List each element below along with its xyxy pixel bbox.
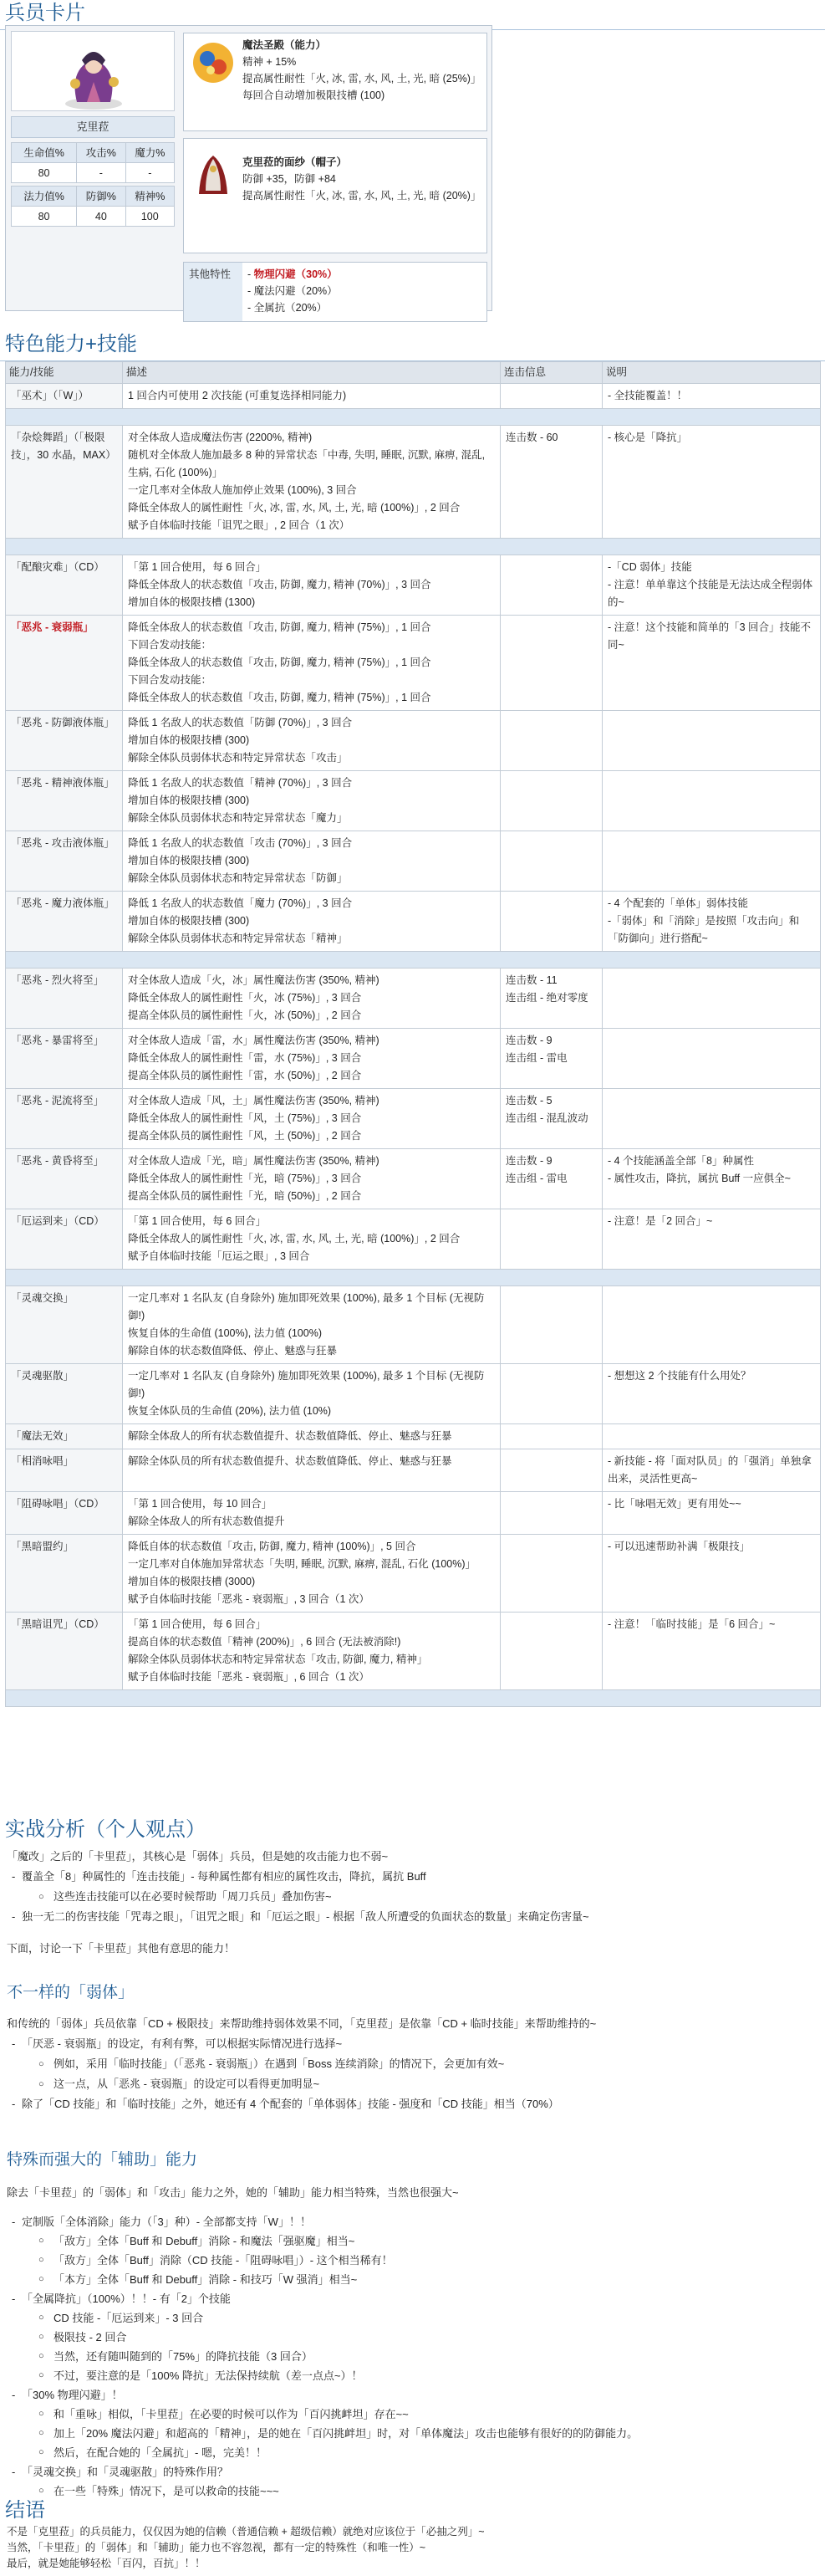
skill-desc-cell xyxy=(123,1535,501,1613)
skill-desc-cell-line: 下回合发动技能： xyxy=(128,639,212,651)
skill-desc-cell-line: 对全体敌人造成「雷，水」属性魔法伤害 (350%, 精神) xyxy=(128,1035,379,1046)
skill-note-cell xyxy=(603,1613,821,1690)
skill-desc-cell xyxy=(123,831,501,892)
table-row xyxy=(6,771,821,831)
skill-note-cell xyxy=(603,384,821,409)
skill-desc-cell-line: 恢复全体队员的生命值 (20%), 法力值 (10%) xyxy=(128,1405,332,1417)
skill-desc-cell xyxy=(123,711,501,771)
skill-combo-cell-line: 连击组 - 混乱波动 xyxy=(506,1112,588,1124)
equipment-hat xyxy=(183,138,487,253)
skill-name-cell xyxy=(6,1364,123,1424)
skill-combo-cell xyxy=(501,711,603,771)
stat-value: - xyxy=(77,163,125,183)
skill-desc-cell-line: 对全体敌人造成「光，暗」属性魔法伤害 (350%, 精神) xyxy=(128,1155,379,1167)
skill-note-cell-line: - 注意！是「2 回合」~ xyxy=(608,1215,713,1227)
skill-desc-cell-line: 解除全体敌人的所有状态数值提升 xyxy=(128,1515,285,1527)
stats-table-2 xyxy=(11,186,175,227)
skill-desc-cell-line: 对全体敌人造成「风，土」属性魔法伤害 (350%, 精神) xyxy=(128,1095,379,1107)
skill-note-cell xyxy=(603,711,821,771)
column-header: 连击信息 xyxy=(501,362,603,384)
skill-name-cell xyxy=(6,1089,123,1149)
skill-desc-cell-line: 提高全体队员的属性耐性「风，土 (50%)」, 2 回合 xyxy=(128,1130,362,1142)
stats-table-1 xyxy=(11,142,175,183)
sub-bullet: ○ CD 技能 -「厄运到来」- 3 回合 xyxy=(7,2308,817,2328)
skill-name-cell-text: 「魔法无效」 xyxy=(11,1430,74,1442)
skill-desc-cell xyxy=(123,969,501,1029)
skill-desc-cell-line: 降低全体敌人的属性耐性「风，土 (75%)」, 3 回合 xyxy=(128,1112,362,1124)
skill-note-cell-line: -「弱体」和「消除」是按照「攻击向」和「防御向」进行搭配~ xyxy=(608,915,800,944)
table-row xyxy=(6,1535,821,1613)
skill-desc-cell-line: 降低全体敌人的状态数值「攻击, 防御, 魔力, 精神 (70%)」, 3 回合 xyxy=(128,579,431,590)
skill-note-cell xyxy=(603,831,821,892)
skill-note-cell xyxy=(603,1029,821,1089)
spacer-cell xyxy=(6,539,821,555)
skill-note-cell xyxy=(603,969,821,1029)
table-row xyxy=(6,1449,821,1492)
table-row xyxy=(6,384,821,409)
sub-bullet: ○ 「敌方」全体「Buff 和 Debuff」消除 - 和魔法「强驱魔」相当~ xyxy=(7,2231,817,2251)
weak-body xyxy=(7,2014,817,2114)
skill-desc-cell xyxy=(123,1286,501,1364)
skill-name-cell-text: 「恶兆 - 魔力液体瓶」 xyxy=(11,897,115,909)
skill-desc-cell-line: 解除全体队员的所有状态数值提升、状态数值降低、停止、魅惑与狂暴 xyxy=(128,1455,452,1467)
skill-desc-cell-line: 解除全体队员弱体状态和特定异常状态「攻击」 xyxy=(128,752,348,764)
skill-name-cell xyxy=(6,771,123,831)
skill-name-cell-text: 「恶兆 - 精神液体瓶」 xyxy=(11,777,115,789)
skill-desc-cell-line: 解除全体队员弱体状态和特定异常状态「精神」 xyxy=(128,933,348,944)
skill-note-cell xyxy=(603,1286,821,1364)
table-row xyxy=(6,1286,821,1364)
skill-combo-cell xyxy=(501,1449,603,1492)
skill-desc-cell xyxy=(123,1209,501,1270)
skill-desc-cell xyxy=(123,1364,501,1424)
table-row xyxy=(6,1029,821,1089)
table-row xyxy=(6,616,821,711)
skill-desc-cell-line: 增加自体的极限技槽 (3000) xyxy=(128,1576,256,1587)
skill-note-cell xyxy=(603,555,821,616)
table-row xyxy=(6,1613,821,1690)
sub-bullet: ○ 「敌方」全体「Buff」消除（CD 技能 -「阻碍咏唱」）- 这个相当稀有！ xyxy=(7,2251,817,2270)
column-header: 能力/技能 xyxy=(6,362,123,384)
skill-desc-cell-line: 降低 1 名敌人的状态数值「攻击 (70%)」, 3 回合 xyxy=(128,837,353,849)
skill-desc-cell-line: 「第 1 回合使用，每 6 回合」 xyxy=(128,561,267,573)
ability-icon xyxy=(191,40,236,85)
skill-note-cell xyxy=(603,1449,821,1492)
table-row xyxy=(6,711,821,771)
skill-desc-cell-line: 解除自体的状态数值降低、停止、魅惑与狂暴 xyxy=(128,1345,338,1357)
hat-icon xyxy=(191,152,236,197)
skill-name-cell xyxy=(6,969,123,1029)
skill-combo-cell xyxy=(501,384,603,409)
skill-desc-cell xyxy=(123,771,501,831)
skill-desc-cell xyxy=(123,1613,501,1690)
skill-name-cell-text: 「恶兆 - 烈火将至」 xyxy=(11,974,104,986)
spacer-cell xyxy=(6,1270,821,1286)
skill-name-cell-text: 「厄运到来」（CD） xyxy=(11,1215,104,1227)
skill-note-cell xyxy=(603,1209,821,1270)
table-row xyxy=(6,1364,821,1424)
support-title: 特殊而强大的「辅助」能力 xyxy=(7,2151,198,2169)
skill-combo-cell xyxy=(501,1364,603,1424)
table-spacer-row xyxy=(6,1690,821,1707)
skill-desc-cell-line: 增加自体的极限技槽 (300) xyxy=(128,795,250,806)
skill-combo-cell xyxy=(501,1029,603,1089)
skill-combo-cell-line: 连击数 - 60 xyxy=(506,432,558,443)
skill-desc-cell xyxy=(123,1149,501,1209)
table-row xyxy=(6,1209,821,1270)
skill-desc-cell-line: 「第 1 回合使用，每 6 回合」 xyxy=(128,1618,267,1630)
skill-desc-cell-line: 提高自体的状态数值「精神 (200%)」, 6 回合 (无法被消除!) xyxy=(128,1636,401,1648)
skill-name-cell xyxy=(6,1492,123,1535)
sub-bullet: ○ 加上「20% 魔法闪避」和超高的「精神」，是的她在「百闪挑衅坦」时，对「单体魔法」攻击也能够有很好的的防御能力。 xyxy=(7,2424,817,2443)
skill-note-cell xyxy=(603,771,821,831)
stat-header: 攻击% xyxy=(77,143,125,163)
stat-value: 40 xyxy=(77,207,125,227)
skill-note-cell-line: - 注意！这个技能和简单的「3 回合」技能不同~ xyxy=(608,621,812,651)
skill-name-cell-text: 「阻碍咏唱」（CD） xyxy=(11,1498,104,1510)
skill-note-cell-line: - 注意！「临时技能」是「6 回合」~ xyxy=(608,1618,776,1630)
skill-desc-cell xyxy=(123,1424,501,1449)
skill-combo-cell xyxy=(501,1149,603,1209)
skill-note-cell xyxy=(603,1424,821,1449)
skill-desc-cell xyxy=(123,384,501,409)
stat-header: 魔力% xyxy=(125,143,174,163)
skill-name-cell-text: 「杂烩舞蹈」（「极限技」，30 水晶，MAX） xyxy=(11,432,116,461)
support-body xyxy=(7,2183,817,2501)
skill-note-cell-line: - 4 个配套的「单体」弱体技能 xyxy=(608,897,749,909)
table-row xyxy=(6,969,821,1029)
skill-desc-cell-line: 增加自体的极限技槽 (1300) xyxy=(128,596,256,608)
skill-desc-cell-line: 提高全体队员的属性耐性「光，暗 (50%)」, 2 回合 xyxy=(128,1190,362,1202)
skill-name-cell xyxy=(6,1286,123,1364)
skill-desc-cell-line: 1 回合内可使用 2 次技能 (可重复选择相同能力) xyxy=(128,390,347,401)
skill-desc-cell-line: 降低全体敌人的属性耐性「火，冰 (75%)」, 3 回合 xyxy=(128,992,362,1004)
skill-desc-cell-line: 一定几率对 1 名队友 (自身除外) 施加即死效果 (100%), 最多 1 个目标 (无视防御!) xyxy=(128,1370,485,1399)
skill-name-cell xyxy=(6,892,123,952)
skill-desc-cell-line: 下回合发动技能： xyxy=(128,674,212,686)
skill-name-cell xyxy=(6,1449,123,1492)
skill-desc-cell-line: 赋予自体临时技能「恶兆 - 衰弱瓶」, 3 回合（1 次） xyxy=(128,1593,369,1605)
stat-header: 法力值% xyxy=(12,187,77,207)
paragraph: 下面，讨论一下「卡里菈」其他有意思的能力！ xyxy=(7,1942,236,1955)
skill-combo-cell xyxy=(501,1209,603,1270)
skill-combo-cell-line: 连击数 - 9 xyxy=(506,1035,553,1046)
skill-name-cell xyxy=(6,1029,123,1089)
bullet: - 覆盖全「8」种属性的「连击技能」- 每种属性都有相应的属性攻击，降抗，属抗 Buff xyxy=(7,1867,817,1887)
skill-name-cell-text: 「黑暗诅咒」（CD） xyxy=(11,1618,104,1630)
skill-desc-cell-line: 解除全体队员弱体状态和特定异常状态「魔力」 xyxy=(128,812,348,824)
skill-name-cell-text: 「恶兆 - 泥流将至」 xyxy=(11,1095,104,1107)
trait-item: - 魔法闪避（20%） xyxy=(247,285,338,297)
skill-desc-cell-line: 降低自体的状态数值「攻击, 防御, 魔力, 精神 (100%)」, 5 回合 xyxy=(128,1541,416,1552)
table-row xyxy=(6,555,821,616)
table-spacer-row xyxy=(6,409,821,426)
skill-desc-cell-line: 降低全体敌人的属性耐性「火, 冰, 雷, 水, 风, 土, 光, 暗 (100%)」, 2 回合 xyxy=(128,1233,461,1245)
skill-combo-cell-line: 连击数 - 9 xyxy=(506,1155,553,1167)
skill-name-cell-text: 「灵魂驱散」 xyxy=(11,1370,74,1382)
skill-name-cell xyxy=(6,1535,123,1613)
table-row xyxy=(6,892,821,952)
skill-name-cell xyxy=(6,1149,123,1209)
paragraph: 「魔改」之后的「卡里菈」，其核心是「弱体」兵员，但是她的攻击能力也不弱~ xyxy=(7,1850,389,1863)
skill-note-cell xyxy=(603,1492,821,1535)
paragraph: 最后，就是她能够轻松「百闪，百抗」！！ xyxy=(7,2558,206,2569)
table-row xyxy=(6,1492,821,1535)
skill-desc-cell-line: 增加自体的极限技槽 (300) xyxy=(128,734,250,746)
unit-card xyxy=(5,25,492,314)
equipment-name: 魔法圣殿（能力） xyxy=(242,39,327,51)
skill-desc-cell-line: 「第 1 回合使用，每 6 回合」 xyxy=(128,1215,267,1227)
weak-title: 不一样的「弱体」 xyxy=(7,1984,135,2001)
sub-bullet: ○ 在一些「特殊」情况下，是可以救命的技能~~~ xyxy=(7,2481,817,2501)
skill-combo-cell xyxy=(501,555,603,616)
unit-portrait xyxy=(11,31,175,111)
skill-name-cell xyxy=(6,1613,123,1690)
sub-bullet: ○ 这些连击技能可以在必要时候帮助「周刀兵员」叠加伤害~ xyxy=(7,1887,817,1907)
stat-value: - xyxy=(125,163,174,183)
trait-label: 其他特性 xyxy=(184,263,242,321)
skill-note-cell xyxy=(603,1149,821,1209)
skill-note-cell-line: - 可以迅速帮助补满「极限技」 xyxy=(608,1541,751,1552)
table-row xyxy=(6,1424,821,1449)
column-header: 说明 xyxy=(603,362,821,384)
skill-desc-cell-line: 解除全体队员弱体状态和特定异常状态「防御」 xyxy=(128,872,348,884)
table-row xyxy=(6,831,821,892)
skill-note-cell-line: - 注意！单单靠这个技能是无法达成全程弱体的~ xyxy=(608,579,813,608)
skill-desc-cell-line: 赋予自体临时技能「恶兆 - 衰弱瓶」, 6 回合（1 次） xyxy=(128,1671,369,1683)
skill-note-cell xyxy=(603,892,821,952)
skill-name-cell-text: 「黑暗盟约」 xyxy=(11,1541,74,1552)
skill-combo-cell xyxy=(501,1535,603,1613)
equipment-line: 防御 +35，防御 +84 xyxy=(242,173,336,185)
skill-name-cell-text: 「恶兆 - 黄昏将至」 xyxy=(11,1155,104,1167)
skill-desc-cell xyxy=(123,1029,501,1089)
skill-name-cell xyxy=(6,1209,123,1270)
skill-desc-cell-line: 提高全体队员的属性耐性「雷，水 (50%)」, 2 回合 xyxy=(128,1070,362,1081)
skill-desc-cell-line: 解除全体队员弱体状态和特定异常状态「攻击, 防御, 魔力, 精神」 xyxy=(128,1653,428,1665)
stat-header: 防御% xyxy=(77,187,125,207)
unit-name: 克里菈 xyxy=(11,116,175,138)
skill-desc-cell-line: 一定几率对 1 名队友 (自身除外) 施加即死效果 (100%), 最多 1 个目标 (无视防御!) xyxy=(128,1292,485,1321)
skill-desc-cell-line: 降低 1 名敌人的状态数值「防御 (70%)」, 3 回合 xyxy=(128,717,353,728)
equipment-line: 每回合自动增加极限技槽 (100) xyxy=(242,89,385,101)
skill-name-cell-text: 「恶兆 - 衰弱瓶」 xyxy=(11,621,94,633)
spacer-cell xyxy=(6,409,821,426)
skill-desc-cell-line: 降低全体敌人的状态数值「攻击, 防御, 魔力, 精神 (75%)」, 1 回合 xyxy=(128,621,431,633)
skill-desc-cell-line: 降低全体敌人的属性耐性「火, 冰, 雷, 水, 风, 土, 光, 暗 (100%)」, 2 回合 xyxy=(128,502,461,514)
sub-bullet: ○ 然后，在配合她的「全属抗」- 嗯，完美！！ xyxy=(7,2443,817,2462)
paragraph: 不是「克里菈」的兵员能力，仅仅因为她的信赖（普通信赖 + 超级信赖）就绝对应该位于「必抽之列」~ xyxy=(7,2526,485,2538)
bullet: - 「全属降抗」（100%）！！- 有「2」个技能 xyxy=(7,2289,817,2308)
skill-desc-cell-line: 提高全体队员的属性耐性「火，冰 (50%)」, 2 回合 xyxy=(128,1009,362,1021)
skill-desc-cell-line: 降低全体敌人的状态数值「攻击, 防御, 魔力, 精神 (75%)」, 1 回合 xyxy=(128,692,431,703)
sub-bullet: ○ 当然，还有随叫随到的「75%」的降抗技能（3 回合） xyxy=(7,2347,817,2366)
analysis-body xyxy=(7,1847,817,1959)
table-spacer-row xyxy=(6,539,821,555)
skill-note-cell-line: - 比「咏唱无效」更有用处~~ xyxy=(608,1498,741,1510)
skill-name-cell-text: 「恶兆 - 防御液体瓶」 xyxy=(11,717,115,728)
stat-value: 100 xyxy=(125,207,174,227)
skill-desc-cell xyxy=(123,1492,501,1535)
skill-desc-cell-line: 随机对全体敌人施加最多 8 种的异常状态「中毒, 失明, 睡眠, 沉默, 麻痹, 混乱, 生病, 石化 (100%)」 xyxy=(128,449,486,478)
stat-value: 80 xyxy=(12,207,77,227)
skill-note-cell xyxy=(603,1089,821,1149)
stat-header: 生命值% xyxy=(12,143,77,163)
skill-desc-cell-line: 恢复自体的生命值 (100%), 法力值 (100%) xyxy=(128,1327,322,1339)
equipment-line: 提高属性耐性「火, 冰, 雷, 水, 风, 土, 光, 暗 (20%)」 xyxy=(242,190,481,202)
trait-item: - 全属抗（20%） xyxy=(247,302,328,314)
skill-note-cell xyxy=(603,616,821,711)
equipment-ability xyxy=(183,33,487,131)
skill-combo-cell xyxy=(501,1089,603,1149)
skill-desc-cell-line: 赋予自体临时技能「诅咒之眼」, 2 回合（1 次） xyxy=(128,519,350,531)
skill-combo-cell xyxy=(501,892,603,952)
skill-desc-cell xyxy=(123,892,501,952)
bullet: - 除了「CD 技能」和「临时技能」之外，她还有 4 个配套的「单体弱体」技能 - 强度和「CD 技能」相当（70%） xyxy=(7,2094,817,2114)
skill-desc-cell-line: 赋予自体临时技能「厄运之眼」, 3 回合 xyxy=(128,1250,310,1262)
table-row xyxy=(6,426,821,539)
skill-desc-cell xyxy=(123,426,501,539)
stat-value: 80 xyxy=(12,163,77,183)
skill-desc-cell-line: 降低全体敌人的状态数值「攻击, 防御, 魔力, 精神 (75%)」, 1 回合 xyxy=(128,657,431,668)
skills-table xyxy=(5,361,821,1707)
sub-bullet: ○ 这一点，从「恶兆 - 衰弱瓶」的设定可以看得更加明显~ xyxy=(7,2074,817,2094)
skill-combo-cell-line: 连击数 - 5 xyxy=(506,1095,553,1107)
skill-desc-cell-line: 对全体敌人造成「火，冰」属性魔法伤害 (350%, 精神) xyxy=(128,974,379,986)
skill-combo-cell-line: 连击组 - 雷电 xyxy=(506,1052,568,1064)
skill-name-cell xyxy=(6,831,123,892)
conclusion-body xyxy=(7,2524,817,2572)
skill-name-cell xyxy=(6,616,123,711)
bullet: - 独一无二的伤害技能「咒毒之眼」，「诅咒之眼」和「厄运之眼」- 根据「敌人所遭受的负面状态的数量」来确定伤害量~ xyxy=(7,1907,817,1927)
skill-desc-cell-line: 一定几率对自体施加异常状态「失明, 睡眠, 沉默, 麻痹, 混乱, 石化 (100%)」 xyxy=(128,1558,476,1570)
skill-desc-cell xyxy=(123,1449,501,1492)
bullet: - 「厌恶 - 衰弱瓶」的设定，有利有弊，可以根据实际情况进行选择~ xyxy=(7,2034,817,2054)
paragraph: 当然，「卡里菈」的「弱体」和「辅助」能力也不容忽视，都有一定的特殊性（和唯一性）~ xyxy=(7,2542,426,2553)
skill-name-cell-text: 「恶兆 - 暴雷将至」 xyxy=(11,1035,104,1046)
skill-combo-cell-line: 连击组 - 雷电 xyxy=(506,1173,568,1184)
skills-section-title: 特色能力+技能 xyxy=(0,331,825,361)
bullet: - 「30% 物理闪避」！ xyxy=(7,2385,817,2405)
skill-note-cell xyxy=(603,1535,821,1613)
skill-desc-cell xyxy=(123,555,501,616)
bullet: - 「灵魂交换」和「灵魂驱散」的特殊作用？ xyxy=(7,2462,817,2481)
skill-note-cell-line: -「CD 弱体」技能 xyxy=(608,561,692,573)
sub-bullet: ○ 例如，采用「临时技能」（「恶兆 - 衰弱瓶」）在遇到「Boss 连续消除」的情况下，会更加有效~ xyxy=(7,2054,817,2074)
skill-note-cell xyxy=(603,426,821,539)
skill-desc-cell-line: 增加自体的极限技槽 (300) xyxy=(128,915,250,927)
skill-name-cell-text: 「相消咏唱」 xyxy=(11,1455,74,1467)
skill-name-cell xyxy=(6,426,123,539)
skill-name-cell-text: 「配酿灾难」（CD） xyxy=(11,561,104,573)
skill-note-cell-line: - 新技能 - 将「面对队员」的「强消」单独拿出来，灵活性更高~ xyxy=(608,1455,812,1485)
conclusion-title: 结语 xyxy=(5,2499,45,2522)
trait-box xyxy=(183,262,487,322)
analysis-title: 实战分析（个人观点） xyxy=(5,1818,206,1841)
skill-desc-cell-line: 增加自体的极限技槽 (300) xyxy=(128,855,250,866)
skill-desc-cell xyxy=(123,616,501,711)
skill-desc-cell-line: 对全体敌人造成魔法伤害 (2200%, 精神) xyxy=(128,432,313,443)
skill-note-cell-line: - 全技能覆盖！！ xyxy=(608,390,688,401)
skill-combo-cell xyxy=(501,1424,603,1449)
sub-bullet: ○ 「本方」全体「Buff 和 Debuff」消除 - 和技巧「W 强消」相当~ xyxy=(7,2270,817,2289)
sub-bullet: ○ 极限技 - 2 回合 xyxy=(7,2328,817,2347)
skill-desc-cell-line: 降低 1 名敌人的状态数值「精神 (70%)」, 3 回合 xyxy=(128,777,353,789)
skill-desc-cell-line: 解除全体敌人的所有状态数值提升、状态数值降低、停止、魅惑与狂暴 xyxy=(128,1430,452,1442)
sub-bullet: ○ 和「重咏」相似，「卡里菈」在必要的时候可以作为「百闪挑衅坦」存在~~ xyxy=(7,2405,817,2424)
skill-combo-cell-line: 连击组 - 绝对零度 xyxy=(506,992,588,1004)
stat-header: 精神% xyxy=(125,187,174,207)
skill-note-cell-line: - 核心是「降抗」 xyxy=(608,432,688,443)
skill-name-cell xyxy=(6,1424,123,1449)
card-section-title: 兵员卡片 xyxy=(0,0,825,30)
table-spacer-row xyxy=(6,1270,821,1286)
table-row xyxy=(6,1149,821,1209)
skill-desc-cell-line: 降低全体敌人的属性耐性「光，暗 (75%)」, 3 回合 xyxy=(128,1173,362,1184)
skill-name-cell-text: 「恶兆 - 攻击液体瓶」 xyxy=(11,837,115,849)
skill-name-cell-text: 「巫术」（「W」） xyxy=(11,390,89,401)
table-spacer-row xyxy=(6,952,821,969)
skill-combo-cell xyxy=(501,1286,603,1364)
skill-note-cell-line: - 属性攻击，降抗，属抗 Buff 一应俱全~ xyxy=(608,1173,791,1184)
skill-name-cell xyxy=(6,711,123,771)
column-header: 描述 xyxy=(123,362,501,384)
equipment-name: 克里菈的面纱（帽子） xyxy=(242,156,348,168)
spacer-cell xyxy=(6,1690,821,1707)
paragraph: 和传统的「弱体」兵员依靠「CD + 极限技」来帮助维持弱体效果不同，「克里菈」是依靠「CD + 临时技能」来帮助维持的~ xyxy=(7,2017,597,2030)
skill-combo-cell xyxy=(501,426,603,539)
skill-combo-cell xyxy=(501,616,603,711)
equipment-line: 提高属性耐性「火, 冰, 雷, 水, 风, 土, 光, 暗 (25%)」 xyxy=(242,73,481,84)
equipment-line: 精神 + 15% xyxy=(242,56,297,68)
skill-combo-cell xyxy=(501,771,603,831)
trait-item: - 物理闪避（30%） xyxy=(247,268,338,280)
skill-name-cell xyxy=(6,555,123,616)
skill-combo-cell xyxy=(501,969,603,1029)
skill-name-cell xyxy=(6,384,123,409)
skill-desc-cell-line: 一定几率对全体敌人施加停止效果 (100%), 3 回合 xyxy=(128,484,357,496)
skill-combo-cell xyxy=(501,1492,603,1535)
sub-bullet: ○ 不过，要注意的是「100% 降抗」无法保持续航（差一点点~）！ xyxy=(7,2366,817,2385)
skill-desc-cell-line: 「第 1 回合使用，每 10 回合」 xyxy=(128,1498,272,1510)
paragraph: 除去「卡里菈」的「弱体」和「攻击」能力之外，她的「辅助」能力相当特殊，当然也很强大~ xyxy=(7,2186,459,2199)
skill-combo-cell-line: 连击数 - 11 xyxy=(506,974,558,986)
skill-desc-cell xyxy=(123,1089,501,1149)
skill-note-cell-line: - 4 个技能涵盖全部「8」种属性 xyxy=(608,1155,755,1167)
skill-combo-cell xyxy=(501,1613,603,1690)
skill-name-cell-text: 「灵魂交换」 xyxy=(11,1292,74,1304)
spacer-cell xyxy=(6,952,821,969)
skill-desc-cell-line: 降低全体敌人的属性耐性「雷，水 (75%)」, 3 回合 xyxy=(128,1052,362,1064)
skill-desc-cell-line: 降低 1 名敌人的状态数值「魔力 (70%)」, 3 回合 xyxy=(128,897,353,909)
table-row xyxy=(6,1089,821,1149)
skill-note-cell-line: - 想想这 2 个技能有什么用处？ xyxy=(608,1370,751,1382)
skill-note-cell xyxy=(603,1364,821,1424)
skill-combo-cell xyxy=(501,831,603,892)
bullet: - 定制版「全体消除」能力（「3」种）- 全部都支持「W」！！ xyxy=(7,2212,817,2231)
